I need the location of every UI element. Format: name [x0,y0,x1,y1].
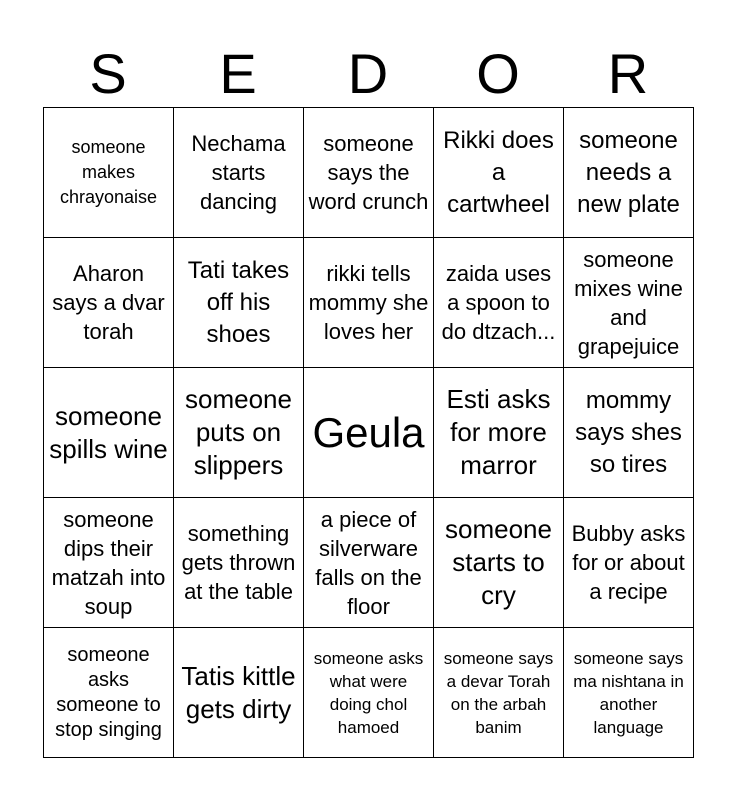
cell-text: someone asks someone to stop singing [55,643,162,741]
bingo-row [44,498,694,628]
bingo-cell[interactable] [434,628,564,758]
cell-text: Bubby asks for or about a recipe [571,521,686,604]
bingo-cell[interactable] [174,628,304,758]
cell-text: mommy says shes so tires [575,386,682,478]
cell-text: someone dips their matzah into soup [51,506,166,619]
bingo-cell[interactable] [304,628,434,758]
cell-text: a piece of silverware falls on the floor [315,506,422,619]
cell-text: zaida uses a spoon to do dtzach... [441,261,556,344]
cell-text: Nechama starts dancing [191,131,286,214]
cell-text: Aharon says a dvar torah [52,261,165,344]
bingo-row [44,238,694,368]
bingo-cell[interactable] [434,498,564,628]
bingo-cell[interactable] [174,498,304,628]
cell-text: someone asks what were doing chol hamoed [313,648,424,737]
cell-text: Tatis kittle gets dirty [181,660,296,724]
cell-text: something gets thrown at the table [181,521,296,604]
cell-text: someone starts to cry [445,514,552,610]
bingo-cell[interactable] [44,238,174,368]
free-space-text: Geula [312,408,425,456]
cell-text: rikki tells mommy she loves her [308,261,429,344]
bingo-cell[interactable] [564,368,694,498]
cell-text: Rikki does a cartwheel [443,126,554,218]
cell-text: Esti asks for more marror [446,384,551,480]
bingo-cell[interactable] [44,628,174,758]
cell-text: someone spills wine [49,400,168,464]
bingo-cell[interactable] [304,498,434,628]
cell-text: Tati takes off his shoes [187,256,290,348]
bingo-cell[interactable] [434,238,564,368]
bingo-cell[interactable] [44,108,174,238]
cell-text: someone puts on slippers [185,384,292,480]
bingo-cell[interactable] [44,368,174,498]
bingo-cell[interactable] [174,238,304,368]
header-letter-r: R [607,42,649,105]
bingo-cell[interactable] [44,498,174,628]
header-letter-o: O [476,42,520,105]
bingo-cell[interactable] [564,238,694,368]
bingo-cell[interactable] [434,108,564,238]
bingo-header [43,40,693,108]
bingo-cell[interactable] [434,368,564,498]
cell-text: someone says a devar Torah on the arbah banim [443,648,554,737]
bingo-row [44,108,694,238]
bingo-row [44,628,694,758]
bingo-card [43,107,694,758]
cell-text: someone says the word crunch [308,131,429,214]
bingo-cell[interactable] [174,108,304,238]
bingo-cell[interactable] [304,238,434,368]
bingo-cell[interactable] [564,108,694,238]
cell-text: someone mixes wine and grapejuice [574,246,683,359]
header-letter-d: D [347,42,389,105]
bingo-cell[interactable] [304,108,434,238]
cell-text: someone needs a new plate [577,126,680,218]
cell-text: someone says ma nishtana in another language [573,648,684,737]
bingo-cell[interactable] [174,368,304,498]
header-letter-s: S [89,42,127,105]
bingo-row [44,368,694,498]
bingo-cell[interactable] [564,628,694,758]
bingo-cell[interactable] [564,498,694,628]
free-space-cell[interactable] [304,368,434,498]
cell-text: someone makes chrayonaise [59,137,158,207]
header-letter-e: E [219,42,257,105]
